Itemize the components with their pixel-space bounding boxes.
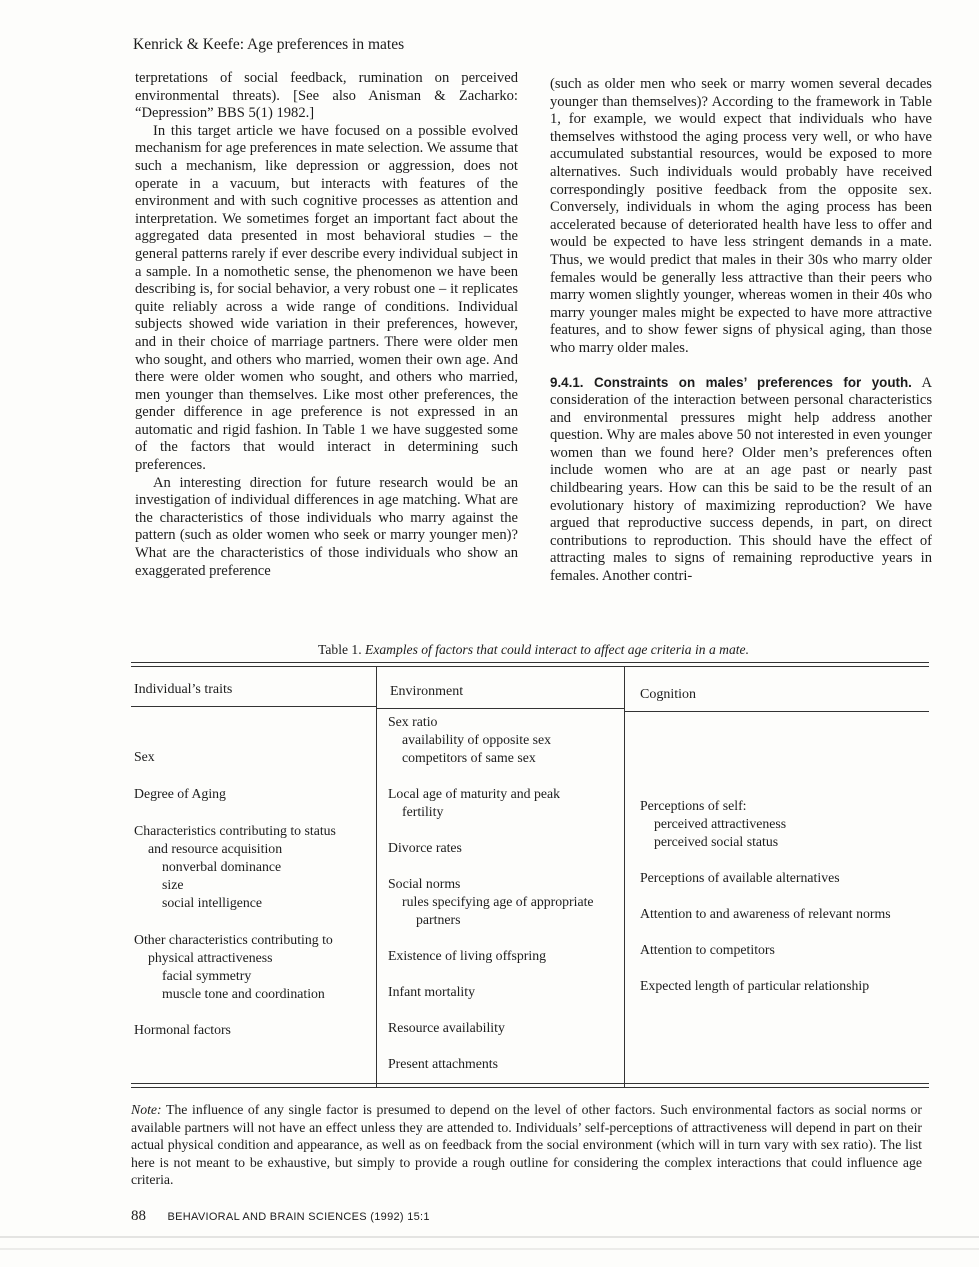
cognition-item: perceived attractiveness bbox=[654, 816, 787, 831]
table-bottom-rule bbox=[131, 1083, 929, 1084]
cognition-column bbox=[640, 797, 891, 995]
table-top-rule bbox=[131, 662, 929, 663]
environment-item: rules specifying age of appropriate bbox=[402, 894, 594, 909]
table-caption bbox=[135, 642, 932, 658]
running-head: Kenrick & Keefe: Age preferences in mates bbox=[133, 36, 405, 53]
trait-item: Hormonal factors bbox=[134, 1022, 231, 1037]
cognition-item: Perceptions of available alternatives bbox=[640, 870, 840, 885]
left-paragraph-3: An interesting direction for future research would be an investigation of individual differences in age matching. What are the characteristics of those individuals who marry against the pattern (such as older women who seek or marry younger men)? What are the characteristics of those individuals who show an exaggerated preference bbox=[135, 474, 518, 579]
cognition-item: Attention to competitors bbox=[640, 942, 775, 957]
cognition-item: Perceptions of self: bbox=[640, 798, 747, 813]
environment-item: Divorce rates bbox=[388, 840, 462, 855]
header-rule-cognition bbox=[624, 711, 929, 712]
right-column bbox=[550, 76, 932, 586]
header-rule-traits bbox=[131, 706, 376, 707]
left-paragraph-1: terpretations of social feedback, rumination on perceived environmental threats). [See also Anisman & Zacharko: “Depression” BBS 5(1) 1982.] bbox=[135, 70, 518, 122]
trait-item: size bbox=[162, 877, 184, 892]
right-paragraph-1: (such as older men who seek or marry women several decades younger than themselves)? According to the framework in Table 1, for example, we would expect that individuals who have themselves withstood the aging process very well, or who have accumulated substantial resources, would be exposed to more alternatives. Such individuals would probably have received correspondingly positive feedback from the opposite sex. Conversely, individuals in whom the aging process has been accelerated because of deteriorated health have less to offer and would be expected to have less stringent demands in a mate. Thus, we would predict that males in their 30s who marry older females would be generally less attractive than their peers who marry women slightly younger, whereas women in their 40s who marry younger males might be expected to have more attractive features, and to show fewer signs of physical aging, than those who marry older males. bbox=[550, 76, 932, 356]
table-top-rule-2 bbox=[131, 666, 929, 667]
page-number: 88 bbox=[131, 1208, 146, 1224]
trait-item: muscle tone and coordination bbox=[162, 986, 325, 1001]
right-paragraph-2 bbox=[550, 374, 932, 586]
header-cognition: Cognition bbox=[640, 687, 697, 702]
page-footer bbox=[131, 1208, 430, 1225]
caption-label: Table 1. bbox=[318, 642, 362, 657]
caption-text: Examples of factors that could interact to affect age criteria in a mate. bbox=[365, 642, 749, 657]
left-column bbox=[135, 70, 518, 580]
environment-item: Infant mortality bbox=[388, 984, 475, 999]
cognition-item: Expected length of particular relationship bbox=[640, 978, 870, 993]
environment-item: Local age of maturity and peak bbox=[388, 786, 561, 801]
environment-item: Sex ratio bbox=[388, 714, 438, 729]
environment-item: fertility bbox=[402, 804, 444, 819]
cognition-item: perceived social status bbox=[654, 834, 779, 849]
trait-item: and resource acquisition bbox=[148, 841, 283, 856]
trait-item: Other characteristics contributing to bbox=[134, 932, 333, 947]
journal-name: BEHAVIORAL AND BRAIN SCIENCES (1992) 15:1 bbox=[167, 1211, 430, 1223]
environment-item: Existence of living offspring bbox=[388, 948, 546, 963]
table-bottom-rule-2 bbox=[131, 1087, 929, 1088]
table-note bbox=[131, 1101, 922, 1189]
scan-edge-line bbox=[0, 1248, 979, 1250]
trait-item: Degree of Aging bbox=[134, 786, 226, 801]
left-paragraph-2: In this target article we have focused on a possible evolved mechanism for age preferences in mate selection. We assume that such a mechanism, like depression or aggression, does not operate in a vacuum, but interacts with features of the environment and with such cognitive processes as attention and interpretation. We sometimes forget an important fact about the aggregated data presented in most behavioral studies – the general patterns rarely if ever describe every individual subject in a sample. In a nomothetic sense, the phenomenon we have been describing is, for social behavior, a very robust one – it replicates quite reliably across a wide range of conditions. Individual subjects showed wide variation in their preferences, however, and in their choice of marriage partners. There were older men who sought, and others who married, women their own age. And there were older women who sought, and others who married, men younger than themselves. Like most other preferences, the gender difference in age preference is not expressed in an automatic and rigid fashion. In Table 1 we have suggested some of the factors that would interact in determining such preferences. bbox=[135, 122, 518, 474]
header-rule-environment bbox=[376, 708, 624, 709]
scan-edge-line bbox=[0, 1236, 979, 1238]
environment-column bbox=[388, 713, 594, 1073]
environment-item: Resource availability bbox=[388, 1020, 505, 1035]
column-divider-2 bbox=[624, 666, 625, 1087]
section-text: A consideration of the interaction between personal characteristics and environmental pressures might help address another question. Why are males above 50 not interested in even younger women than we found here? Older men’s preferences often include women who are at an age past or nearly past childbearing years. How can this be said to be the result of an evolutionary history of maximizing reproduction? We have argued that reproductive success depends, in part, on direct contributions to reproduction. This should have the effect of attracting males to signs of remaining reproductive years in females. Another contri- bbox=[550, 374, 932, 585]
trait-item: Characteristics contributing to status bbox=[134, 823, 336, 838]
trait-item: facial symmetry bbox=[162, 968, 252, 983]
environment-item: availability of opposite sex bbox=[402, 732, 552, 747]
trait-item: social intelligence bbox=[162, 895, 262, 910]
trait-item: nonverbal dominance bbox=[162, 859, 282, 874]
environment-item: competitors of same sex bbox=[402, 750, 536, 765]
trait-item: Sex bbox=[134, 749, 155, 764]
column-divider-1 bbox=[376, 666, 377, 1087]
section-heading: 9.4.1. Constraints on males’ preferences for youth. bbox=[550, 374, 912, 390]
note-label: Note: bbox=[131, 1102, 162, 1117]
header-environment: Environment bbox=[390, 684, 464, 699]
traits-column bbox=[134, 748, 336, 1039]
trait-item: physical attractiveness bbox=[148, 950, 273, 965]
environment-item: partners bbox=[416, 912, 461, 927]
header-traits: Individual’s traits bbox=[134, 682, 233, 697]
environment-item: Present attachments bbox=[388, 1056, 498, 1071]
environment-item: Social norms bbox=[388, 876, 461, 891]
cognition-item: Attention to and awareness of relevant norms bbox=[640, 906, 891, 921]
note-text: The influence of any single factor is presumed to depend on the level of other factors. Such environmental factors as social norms or available partners will not have an effect unless they are attended to. Individuals’ self-perceptions of attractiveness will depend in part on their actual physical condition and appearance, as well as on feedback from the social environment (which will in turn vary with sex ratio). The list here is not meant to be exhaustive, but simply to provide a rough outline for considering the complex interactions that could influence age criteria. bbox=[131, 1102, 922, 1188]
